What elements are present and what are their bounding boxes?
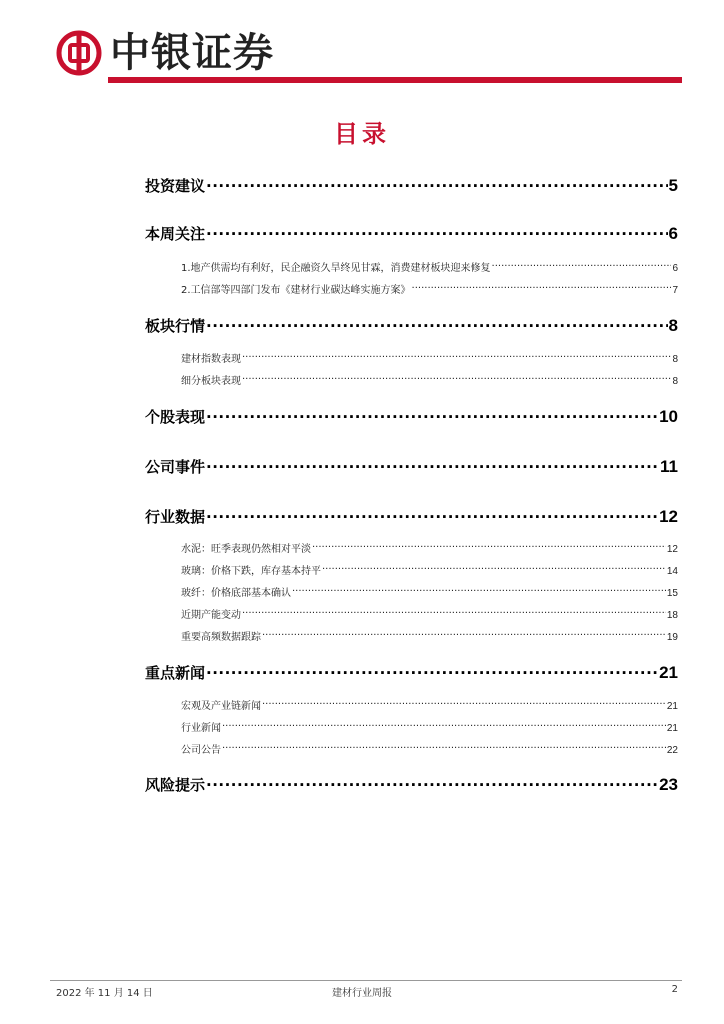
toc-leader-dots [206,772,658,790]
toc-leader-dots [292,583,666,596]
toc-subentry-page: 8 [672,354,678,365]
toc-subentry[interactable] [181,561,678,575]
toc-entry-page: 23 [659,775,678,794]
toc-entry-page: 10 [659,407,678,426]
footer-divider [50,980,682,981]
toc-subentry-page: 21 [666,723,678,734]
toc-leader-dots [206,173,668,191]
toc-leader-dots [242,605,666,618]
toc-subentry-page: 7 [672,285,678,296]
toc-subentry[interactable] [181,718,678,732]
toc-subentry-page: 18 [666,610,678,621]
toc-subentry[interactable] [181,627,678,641]
toc-entry[interactable] [145,313,678,333]
toc-entry-label: 板块行情 [145,317,206,335]
toc-subentry-page: 8 [672,376,678,387]
toc-subentry-label: 细分板块表现 [181,376,241,387]
toc-leader-dots [242,349,671,362]
toc-entry[interactable] [145,660,678,680]
toc-leader-dots [412,280,672,293]
bank-of-china-logo-icon [56,30,102,76]
toc-leader-dots [262,627,666,640]
toc-entry-page: 12 [659,507,678,526]
toc-subentry[interactable] [181,349,678,363]
toc-leader-dots [322,561,666,574]
toc-subentry[interactable] [181,371,678,385]
toc-entry-page: 5 [668,176,678,195]
toc-subentry-label: 公司公告 [181,745,221,756]
report-date: 2022 年 11 月 14 日 [56,988,153,999]
toc-title: 目录 [334,120,390,148]
toc-subentry[interactable] [181,258,678,272]
toc-entry-page: 8 [668,316,678,335]
toc-entry-label: 个股表现 [145,408,206,426]
toc-subentry-label: 2.工信部等四部门发布《建材行业碳达峰实施方案》 [181,285,411,296]
toc-leader-dots [242,371,671,384]
toc-leader-dots [206,313,668,331]
toc-subentry[interactable] [181,539,678,553]
toc-entry[interactable] [145,772,678,792]
toc-subentry-label: 重要高频数据跟踪 [181,632,261,643]
toc-entry-page: 6 [668,224,678,243]
toc-leader-dots [206,404,658,422]
toc-entry[interactable] [145,454,678,474]
toc-entry-label: 重点新闻 [145,664,206,682]
brand-name: 中银证券 [110,29,274,76]
toc-leader-dots [206,660,658,678]
toc-entry[interactable] [145,173,678,193]
toc-subentry-page: 14 [666,566,678,577]
toc-subentry-label: 近期产能变动 [181,610,241,621]
toc-entry-label: 风险提示 [145,776,206,794]
toc-subentry-label: 玻纤：价格底部基本确认 [181,588,291,599]
toc-subentry-page: 6 [672,263,678,274]
toc-leader-dots [206,221,668,239]
toc-subentry-label: 玻璃：价格下跌，库存基本持平 [181,566,321,577]
toc-subentry-label: 水泥：旺季表现仍然相对平淡 [181,544,311,555]
toc-subentry[interactable] [181,583,678,597]
toc-subentry-label: 建材指数表现 [181,354,241,365]
toc-leader-dots [206,454,659,472]
toc-leader-dots [262,696,666,709]
toc-subentry-page: 12 [666,544,678,555]
toc-leader-dots [222,740,666,753]
toc-subentry-label: 行业新闻 [181,723,221,734]
toc-entry[interactable] [145,221,678,241]
toc-entry-label: 行业数据 [145,508,206,526]
toc-entry-label: 公司事件 [145,458,206,476]
toc-entry[interactable] [145,504,678,524]
toc-entry-label: 本周关注 [145,225,206,243]
toc-subentry-label: 宏观及产业链新闻 [181,701,261,712]
toc-leader-dots [206,504,658,522]
page-number: 2 [671,984,678,995]
toc-subentry-page: 19 [666,632,678,643]
toc-leader-dots [222,718,666,731]
toc-entry[interactable] [145,404,678,424]
toc-subentry-page: 15 [666,588,678,599]
toc-leader-dots [312,539,666,552]
toc-entry-page: 11 [660,457,678,476]
header-divider [108,77,682,83]
toc-subentry[interactable] [181,696,678,710]
toc-subentry[interactable] [181,280,678,294]
toc-subentry-page: 22 [666,745,678,756]
toc-entry-page: 21 [659,663,678,682]
toc-subentry-page: 21 [666,701,678,712]
toc-subentry[interactable] [181,605,678,619]
report-name: 建材行业周报 [332,988,392,999]
report-header [56,28,274,78]
toc-subentry[interactable] [181,740,678,754]
toc-leader-dots [492,258,672,271]
toc-subentry-label: 1.地产供需均有利好，民企融资久旱终见甘霖，消费建材板块迎来修复 [181,263,491,274]
toc-entry-label: 投资建议 [145,177,206,195]
